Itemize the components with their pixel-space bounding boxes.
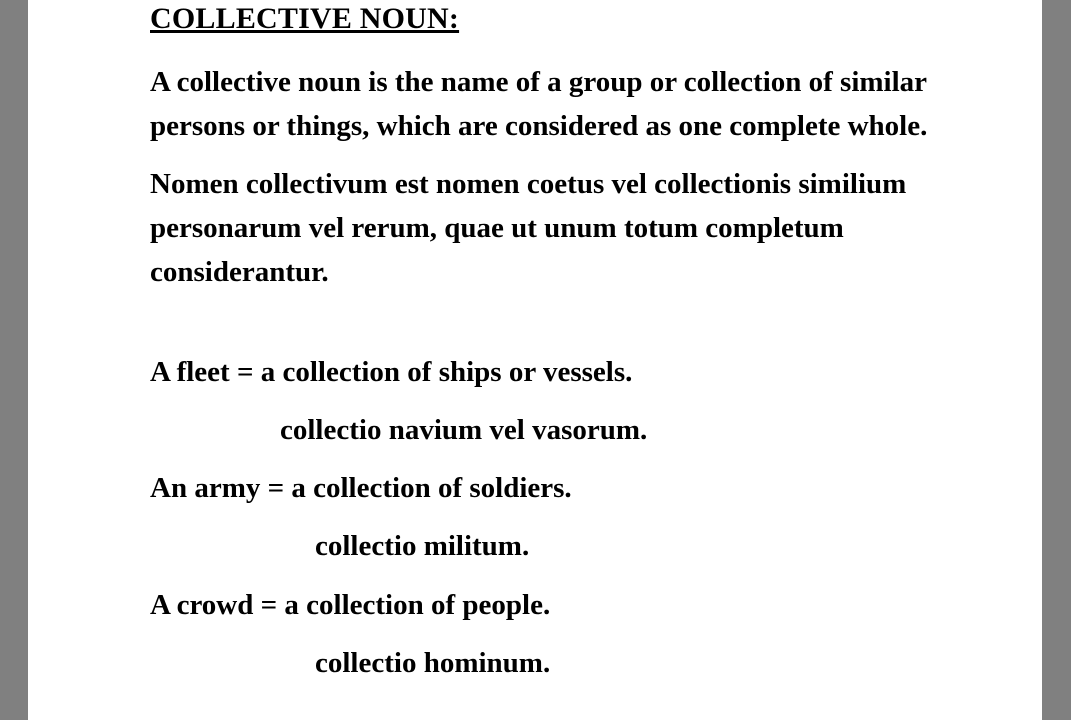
right-margin-strip	[1042, 0, 1071, 720]
example-english-crowd: A crowd = a collection of people.	[150, 588, 551, 621]
example-latin-crowd: collectio hominum.	[315, 646, 551, 679]
example-english-army: An army = a collection of soldiers.	[150, 472, 572, 505]
section-spacer	[150, 294, 1010, 352]
definition-paragraph-english: A collective noun is the name of a group or collection of similar persons or things, which are considered as one complete whole.	[150, 65, 928, 142]
page-title: COLLECTIVE NOUN:	[150, 2, 460, 35]
example-latin-army: collectio militum.	[315, 530, 530, 563]
slide-page	[28, 0, 1042, 720]
page-content	[150, 0, 1010, 684]
definition-paragraph-latin: Nomen collectivum est nomen coetus vel collectionis similium personarum vel rerum, quae ut unum totum completum considerantur.	[150, 167, 907, 288]
example-english-fleet: A fleet = a collection of ships or vessels.	[150, 355, 633, 388]
example-latin-fleet: collectio navium vel vasorum.	[280, 414, 648, 447]
left-margin-strip	[0, 0, 28, 720]
